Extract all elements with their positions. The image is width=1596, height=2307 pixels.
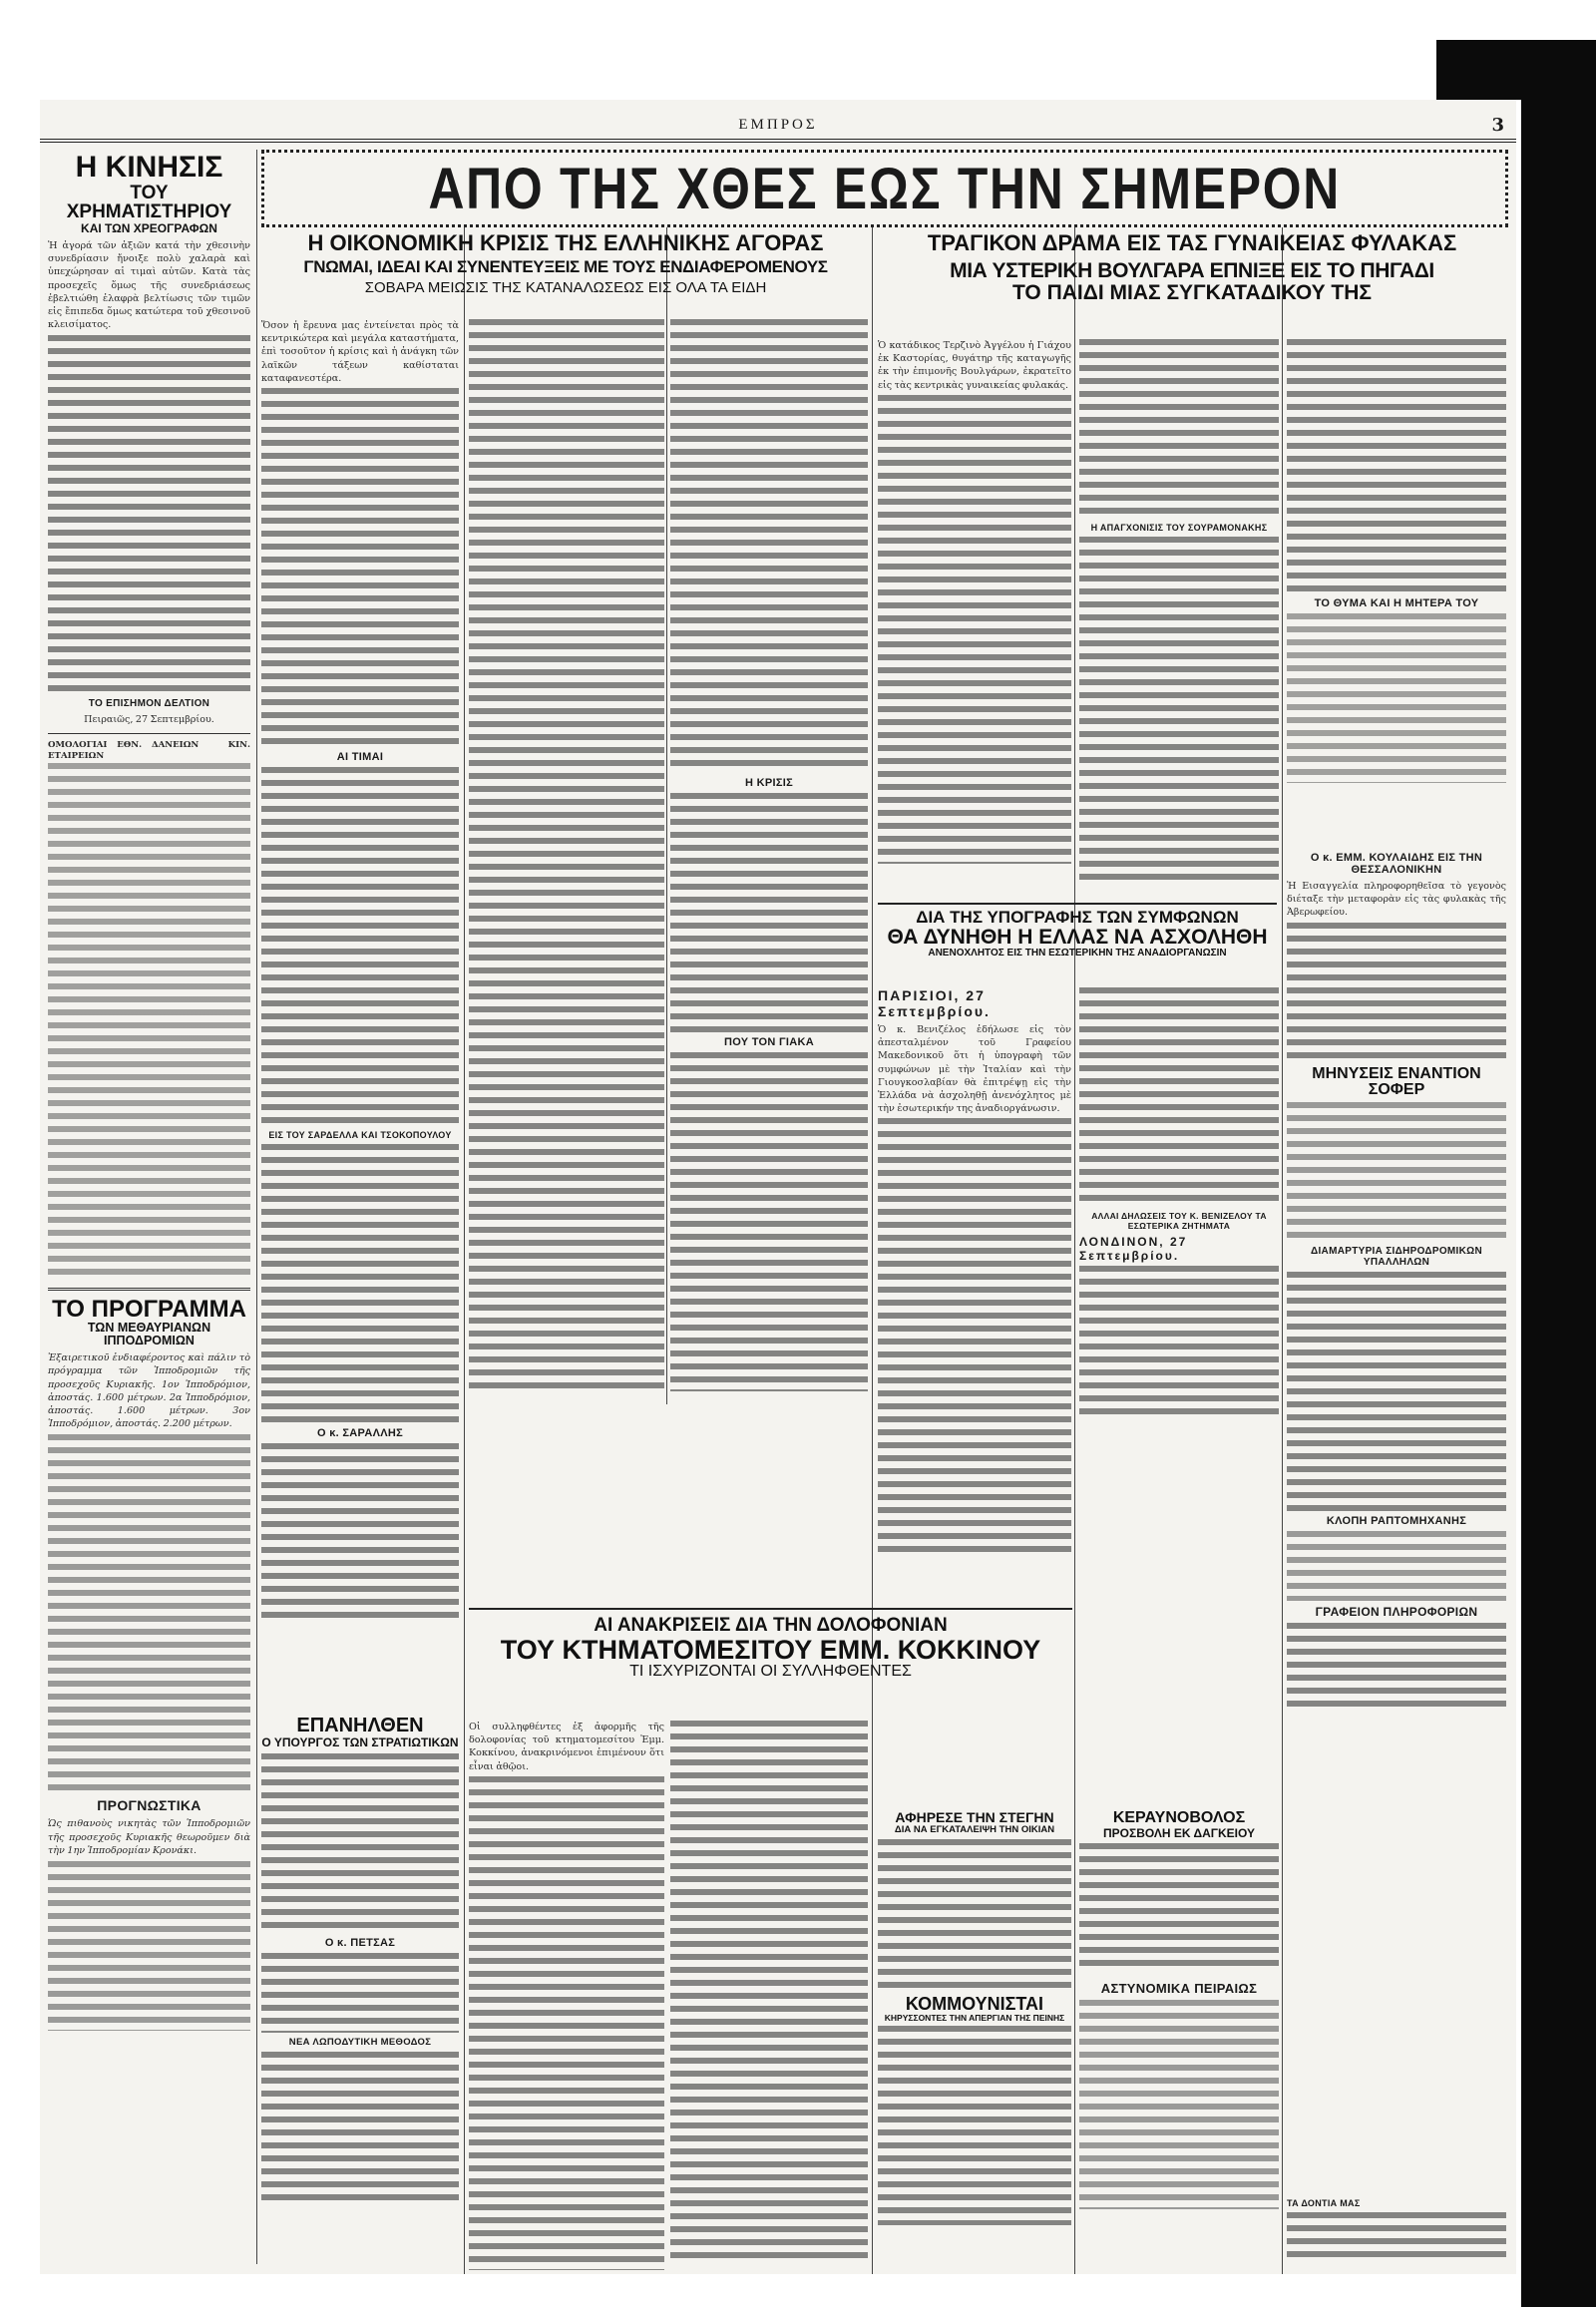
column-rule: [1282, 227, 1283, 2274]
prison-subheadline-2: ΤΟ ΠΑΙΔΙ ΜΙΑΣ ΣΥΓΚΑΤΑΔΙΚΟΥ ΤΗΣ: [1011, 281, 1373, 305]
murder-column-2: [670, 1721, 868, 2274]
minister-subheadline: Ο ΥΠΟΥΡΓΟΣ ΤΩΝ ΣΤΡΑΤΙΩΤΙΚΩΝ: [261, 1735, 459, 1749]
crisis-subhead-sardellas: ΕΙΣ ΤΟΥ ΣΑΡΔΕΛΛΑ ΚΑΙ ΤΣΟΚΟΠΟΥΛΟΥ: [268, 1130, 452, 1141]
diamartyria-text: [1287, 1272, 1506, 1511]
lightning-subheadline: ΠΡΟΣΒΟΛΗ ΕΚ ΔΑΓΚΕΙΟΥ: [1103, 1825, 1255, 1840]
programme-subtitle: ΤΩΝ ΜΕΘΑΥΡΙΑΝΩΝ ΙΠΠΟΔΡΟΜΙΩΝ: [87, 1320, 211, 1348]
crisis-text-block: [261, 1144, 459, 1423]
murder-column-1: [469, 1721, 664, 2274]
crisis-text-block: [469, 319, 664, 1391]
banner-headline-box: [261, 150, 1508, 227]
crisis-subhead-crisis: Η ΚΡΙΣΙΣ: [745, 777, 793, 789]
venizelos-subhead: ΑΛΛΑΙ ΔΗΛΩΣΕΙΣ ΤΟΥ Κ. ΒΕΝΙΖΕΛΟΥ ΤΑ ΕΣΩΤΕΡΙΚΑ ΖΗΤΗΜΑΤΑ: [1091, 1211, 1267, 1231]
method-subhead: ΝΕΑ ΛΩΠΟΔΥΤΙΚΗ ΜΕΘΟΔΟΣ: [288, 2036, 432, 2048]
prison-headline: ΤΡΑΓΙΚΟΝ ΔΡΑΜΑ ΕΙΣ ΤΑΣ ΓΥΝΑΙΚΕΙΑΣ ΦΥΛΑΚΑΣ: [927, 231, 1457, 255]
prison-subheadline-1: ΜΙΑ ΥΣΤΕΡΙΚΗ ΒΟΥΛΓΑΡΑ ΕΠΝΙΞΕ ΕΙΣ ΤΟ ΠΗΓΑΔΙ: [950, 259, 1434, 283]
police-subhead: ΑΣΤΥΝΟΜΙΚΑ ΠΕΙΡΑΙΩΣ: [1100, 1981, 1258, 1997]
agreements-header: [878, 903, 1277, 984]
agreements-dateline: ΠΑΡΙΣΙΟΙ, 27 Σεπτεμβρίου.: [878, 987, 991, 1019]
lightning-column: [1079, 1810, 1279, 2274]
petsas-subhead: Ο κ. ΠΕΤΣΑΣ: [324, 1936, 396, 1949]
table-header-bonds: ΟΜΟΛΟΓΙΑΙ ΕΘΝ. ΔΑΝΕΙΩΝ: [48, 739, 200, 750]
agreements-headline-3: ΑΝΕΝΟΧΛΗΤΟΣ ΕΙΣ ΤΗΝ ΕΣΩΤΕΡΙΚΗΝ ΤΗΣ ΑΝΑΔΙΟΡΓΑΝΩΣΙΝ: [928, 947, 1227, 959]
markets-intro: Ἡ ἀγορά τῶν ἀξιῶν κατά τὴν χθεσινὴν συνεδρίασιν ἤνοιξε πολὺ χαλαρὰ καὶ ὑπεχώρησαν αἱ τιμαὶ αὐτῶν. Κατὰ τὰς προσεχεῖς ὅμως τῆς συνεδριάσεως ἐβελτιώθη ἐλαφρὰ βελτίωσις τῶν τιμῶν εἰς ἔπιπεδα ὅμως κατώτερα τοῦ χθεσινοῦ κλεισίματος.: [48, 239, 250, 331]
programme-intro: Ἐξαιρετικοῦ ἐνδιαφέροντος καὶ πάλιν τὸ πρόγραμμα τῶν Ἱπποδρομιῶν τῆς προσεχοῦς Κυριακῆς. 1ον Ἱπποδρόμιον, ἀποστάς. 1.600 μέτρων. 2α Ἱπποδρόμιον, ἀποστάς. 1.600 μέτρων. 3ον Ἱπποδρόμιον, ἀποστάς. 2.200 μέτρων.: [48, 1352, 250, 1430]
prison-italic-block: [1287, 613, 1506, 783]
exchange-table-header: [48, 740, 250, 763]
murder-lead: Οἱ συλληφθέντες ἐξ ἀφορμῆς τῆς δολοφονίας τοῦ κτηματομεσίτου Ἐμμ. Κοκκίνου, ἀνακρινόμενοι ἐπιμένουν ὅτι εἶναι ἀθῷοι.: [469, 1722, 664, 1772]
prognostics-intro: Ὡς πιθανοὺς νικητὰς τῶν Ἱπποδρομιῶν τῆς προσεχοῦς Κυριακῆς θεωροῦμεν διὰ τὴν 1ην Ἱπποδρομίαν Κρονάκι.: [48, 1818, 250, 1856]
running-head: [40, 115, 1516, 143]
minister-text: [261, 1753, 459, 1933]
crisis-column-1: [261, 319, 459, 1711]
programme-title: ΤΟ ΠΡΟΓΡΑΜΜΑ: [52, 1295, 246, 1323]
prison-text-block: [1079, 339, 1279, 519]
prison-lead: Ὁ κατάδικος Τερζινὸ Ἀγγέλου ἡ Γιάχου ἐκ Καστορίας, θυγάτηρ τῆς καταγωγῆς ἐκ τὴν ἐπιμονῆς Βουλγάρων, ἐκρατεῖτο εἰς τὰς κεντρικὰς γυναικείας φυλακάς.: [878, 340, 1071, 391]
markets-title: Η ΚΙΝΗΣΙΣ: [75, 151, 223, 184]
column-rule: [872, 227, 873, 2274]
paper-name: ΕΜΠΡΟΣ: [738, 117, 818, 133]
prison-subhead-mother: ΤΟ ΘΥΜΑ ΚΑΙ Η ΜΗΤΕΡΑ ΤΟΥ: [1314, 597, 1479, 609]
minyseis-subhead: ΜΗΝΥΣΕΙΣ ΕΝΑΝΤΙΟΝ ΣΟΦΕΡ: [1312, 1064, 1481, 1099]
murder-text-block: [469, 1776, 664, 2270]
prison-subhead-hanging: Η ΑΠΑΓΧΟΝΙΣΙΣ ΤΟΥ ΣΟΥΡΑΜΟΝΑΚΗΣ: [1090, 523, 1268, 533]
crisis-text-block: [261, 388, 459, 747]
klopi-text: [1287, 1531, 1506, 1601]
prison-text-block: [1287, 339, 1506, 593]
agreements-headline-2: ΘΑ ΔΥΝΗΘΗ Η ΕΛΛΑΣ ΝΑ ΑΣΧΟΛΗΘΗ: [887, 925, 1268, 949]
koulaidis-subhead: Ο κ. ΕΜΜ. ΚΟΥΛΑΙΔΗΣ ΕΙΣ ΤΗΝ ΘΕΣΣΑΛΟΝΙΚΗΝ: [1310, 852, 1483, 876]
markets-signature: ΤΟ ΕΠΙΣΗΜΟΝ ΔΕΛΤΙΟΝ: [88, 698, 210, 710]
agreements-lead: Ὁ κ. Βενιζέλος ἐδήλωσε εἰς τὸν ἀπεσταλμένον τοῦ Γραφείου Μακεδονικοῦ ὅτι ἡ ὑπογραφὴ τῶν συμφώνων μὲ τὴν Ἰταλίαν καὶ τὴν Γιουγκοσλαβίαν θὰ ἐπιτρέψῃ εἰς τὴν Ἑλλάδα νὰ ἀσχοληθῇ ἀνενόχλητος μὲ τὴν ἐσωτερικήν της ἀναδιοργάνωσιν.: [878, 1024, 1071, 1115]
markets-title-2: ΤΟΥ ΧΡΗΜΑΤΙΣΤΗΡΙΟΥ: [66, 182, 232, 223]
programme-text: [48, 1434, 250, 1793]
column-rule: [666, 227, 667, 1404]
prison-column-2: [1079, 339, 1279, 898]
markets-report-text: [48, 335, 250, 694]
teeth-text: [1287, 2212, 1506, 2257]
column-rule: [256, 150, 257, 2264]
murder-headline-1: ΑΙ ΑΝΑΚΡΙΣΕΙΣ ΔΙΑ ΤΗΝ ΔΟΛΟΦΟΝΙΑΝ: [594, 1615, 948, 1636]
column-rule: [464, 227, 465, 2274]
prognostics-title: ΠΡΟΓΝΩΣΤΙΚΑ: [97, 1797, 201, 1814]
minyseis-text: [1287, 1102, 1506, 1242]
divider: [48, 1288, 250, 1291]
communists-text: [878, 2026, 1071, 2225]
agreements-text-block: [1079, 987, 1279, 1207]
teeth-subhead: ΤΑ ΔΟΝΤΙΑ ΜΑΣ: [1287, 2198, 1361, 2208]
prison-text-block: [878, 395, 1071, 864]
crisis-text-block: [670, 793, 868, 1032]
agreements-column-2: [1079, 987, 1279, 1416]
banner-headline: ΑΠΟ ΤΗΣ ΧΘΕΣ ΕΩΣ ΤΗΝ ΣΗΜΕΡΟΝ: [428, 156, 1342, 221]
column-rule: [1074, 227, 1075, 2274]
murder-headline-2: ΤΟΥ ΚΤΗΜΑΤΟΜΕΣΙΤΟΥ ΕΜΜ. ΚΟΚΚΙΝΟΥ: [500, 1634, 1041, 1665]
crisis-column-3: [670, 319, 868, 1401]
crisis-subheadline: ΓΝΩΜΑΙ, ΙΔΕΑΙ ΚΑΙ ΣΥΝΕΝΤΕΥΞΕΙΣ ΜΕ ΤΟΥΣ ΕΝΔΙΑΦΕΡΟΜΕΝΟΥΣ: [303, 257, 828, 277]
page-number: 3: [1491, 115, 1504, 136]
minister-column: [261, 1716, 459, 2274]
minister-headline: ΕΠΑΝΗΛΘΕΝ: [296, 1716, 424, 1736]
murder-headline-3: ΤΙ ΙΣΧΥΡΙΖΟΝΤΑΙ ΟΙ ΣΥΛΛΗΦΘΕΝΤΕΣ: [629, 1663, 912, 1681]
left-column: [48, 150, 250, 2274]
crisis-subhead-giaka: ΠΟΥ ΤΟΝ ΓΙΑΚΑ: [723, 1036, 815, 1048]
roof-subheadline: ΔΙΑ ΝΑ ΕΓΚΑΤΑΛΕΙΨΗ ΤΗΝ ΟΙΚΙΑΝ: [894, 1823, 1055, 1835]
communists-headline: ΚΟΜΜΟΥΝΙΣΤΑΙ: [905, 1993, 1044, 2014]
roof-text: [878, 1839, 1071, 1989]
agreements-text-block: [878, 1118, 1071, 1557]
crisis-text-block: [670, 319, 868, 773]
grafeion-text: [1287, 1623, 1506, 1713]
murder-header: [469, 1608, 1072, 1720]
roof-column: [878, 1810, 1071, 2274]
prison-column-1: [878, 339, 1071, 898]
lightning-text: [1079, 1843, 1279, 1973]
venizelos-text-block: [1079, 1266, 1279, 1416]
communists-subheadline: ΚΗΡΥΣΣΟΝΤΕΣ ΤΗΝ ΑΠΕΡΓΙΑΝ ΤΗΣ ΠΕΙΝΗΣ: [884, 2012, 1065, 2023]
crisis-subhead-prices: ΑΙ ΤΙΜΑΙ: [336, 751, 384, 764]
divider: [48, 733, 250, 734]
teeth-notice: [1287, 2194, 1506, 2264]
right-column-lead: Ἡ Εισαγγελία πληροφορηθεῖσα τὸ γεγονὸς διέταξε τὴν μεταφορὰν εἰς τὰς φυλακὰς τῆς Ἀβερωφείου.: [1287, 881, 1506, 919]
crisis-lead: Ὅσον ἡ ἔρευνα μας ἐντείνεται πρὸς τὰ κεντρικώτερα καὶ μεγάλα καταστήματα, ἐπὶ τοσοῦτον ἡ κρίσις καὶ ἡ ἀνάγκη τῶν λαϊκῶν τάξεων καθίσταται καταφανεστέρα.: [261, 320, 459, 384]
agreements-headline-1: ΔΙΑ ΤΗΣ ΥΠΟΓΡΑΦΗΣ ΤΩΝ ΣΥΜΦΩΝΩΝ: [916, 908, 1239, 927]
lightning-headline: ΚΕΡΑΥΝΟΒΟΛΟΣ: [1112, 1810, 1246, 1826]
crisis-headline: Η ΟΙΚΟΝΟΜΙΚΗ ΚΡΙΣΙΣ ΤΗΣ ΕΛΛΗΝΙΚΗΣ ΑΓΟΡΑΣ: [307, 231, 824, 255]
prison-column-3: [1287, 339, 1506, 838]
crisis-column-2: [469, 319, 664, 1401]
right-column: [1287, 848, 1506, 1845]
exchange-price-table: [48, 763, 250, 1282]
crisis-text-block: [261, 1443, 459, 1623]
petsas-text: [261, 1953, 459, 2033]
markets-dateline: Πειραιῶς, 27 Σεπτεμβρίου.: [84, 714, 214, 726]
diamartyria-subhead: ΔΙΑΜΑΡΤΥΡΙΑ ΣΙΔΗΡΟΔΡΟΜΙΚΩΝ ΥΠΑΛΛΗΛΩΝ: [1310, 1246, 1482, 1269]
markets-title-3: ΚΑΙ ΤΩΝ ΧΡΕΟΓΡΑΦΩΝ: [81, 221, 217, 236]
klopi-subhead: ΚΛΟΠΗ ΡΑΠΤΟΜΗΧΑΝΗΣ: [1326, 1515, 1467, 1528]
table-header-shares: ΚΙΝ. ΕΤΑΙΡΕΙΩΝ: [48, 739, 250, 762]
prison-header: [878, 231, 1506, 341]
crisis-deck: ΣΟΒΑΡΑ ΜΕΙΩΣΙΣ ΤΗΣ ΚΑΤΑΝΑΛΩΣΕΩΣ ΕΙΣ ΟΛΑ ΤΑ ΕΙΔΗ: [364, 278, 767, 296]
scan-edge-shadow-right: [1521, 40, 1596, 2307]
koulaidis-text: [1287, 923, 1506, 1062]
method-text: [261, 2052, 459, 2201]
murder-text-block: [670, 1721, 868, 2264]
venizelos-dateline: ΛΟΝΔΙΝΟΝ, 27 Σεπτεμβρίου.: [1079, 1235, 1188, 1263]
crisis-subhead-sarallis: Ο κ. ΣΑΡΑΛΛΗΣ: [317, 1427, 403, 1440]
grafeion-subhead: ΓΡΑΦΕΙΟΝ ΠΛΗΡΟΦΟΡΙΩΝ: [1315, 1605, 1478, 1620]
prognostics-text: [48, 1861, 250, 2031]
roof-headline: ΑΦΗΡΕΣΕ ΤΗΝ ΣΤΕΓΗΝ: [895, 1810, 1054, 1825]
crisis-text-block: [670, 1052, 868, 1391]
prison-text-block: [1079, 537, 1279, 886]
police-text: [1079, 2000, 1279, 2209]
crisis-text-block: [261, 767, 459, 1126]
